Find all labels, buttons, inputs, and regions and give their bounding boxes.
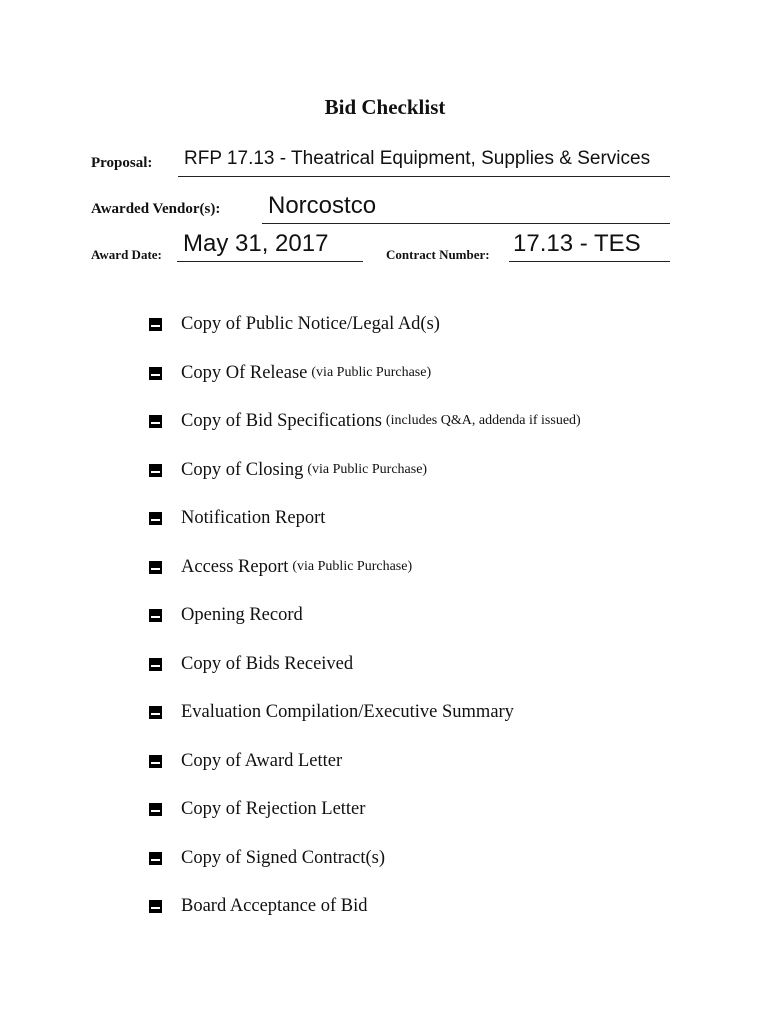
- vendor-underline: [262, 223, 670, 224]
- checkbox-icon[interactable]: [148, 899, 162, 913]
- proposal-field[interactable]: RFP 17.13 - Theatrical Equipment, Supplies & Services: [184, 148, 651, 169]
- checklist-item: [148, 652, 353, 676]
- checklist-item-label: Copy Of Release: [181, 362, 308, 383]
- checklist-item: [148, 506, 325, 530]
- checklist-item-label: Notification Report: [181, 507, 326, 528]
- checkbox-icon[interactable]: [148, 754, 162, 768]
- checkbox-icon[interactable]: [148, 463, 162, 477]
- contract-number-underline: [509, 261, 670, 262]
- checklist-item-label: Copy of Award Letter: [181, 750, 343, 771]
- checklist-item: [148, 458, 427, 482]
- contract-number-field[interactable]: 17.13 - TES: [513, 230, 641, 257]
- checklist-item-label: Copy of Rejection Letter: [181, 798, 366, 819]
- checklist-item: [148, 846, 385, 870]
- checklist-item: [148, 409, 581, 433]
- checklist-item-label: Board Acceptance of Bid: [181, 895, 368, 916]
- checklist-item-label: Copy of Closing: [181, 459, 304, 480]
- checkbox-icon[interactable]: [148, 317, 162, 331]
- checkbox-icon[interactable]: [148, 414, 162, 428]
- checkbox-icon[interactable]: [148, 511, 162, 525]
- proposal-label: Proposal:: [91, 155, 153, 171]
- award-date-label: Award Date:: [91, 247, 162, 262]
- checklist-item: [148, 312, 440, 336]
- award-date-underline: [177, 261, 363, 262]
- checkbox-icon[interactable]: [148, 802, 162, 816]
- contract-number-label: Contract Number:: [386, 247, 490, 262]
- checkbox-icon[interactable]: [148, 560, 162, 574]
- checklist-item: [148, 361, 431, 385]
- checklist-item-label: Opening Record: [181, 604, 303, 625]
- checklist-item-note: (via Public Purchase): [307, 462, 428, 477]
- checklist-item-label: Copy of Bid Specifications: [181, 410, 382, 431]
- checkbox-icon[interactable]: [148, 608, 162, 622]
- checklist-item-label: Access Report: [181, 556, 289, 577]
- checklist-item-note: (via Public Purchase): [292, 559, 413, 574]
- checkbox-icon[interactable]: [148, 657, 162, 671]
- award-date-field[interactable]: May 31, 2017: [183, 230, 329, 257]
- checklist-item: [148, 603, 303, 627]
- checkbox-icon[interactable]: [148, 366, 162, 380]
- checklist-item: [148, 555, 412, 579]
- vendor-label: Awarded Vendor(s):: [91, 201, 221, 217]
- checkbox-icon[interactable]: [148, 705, 162, 719]
- checklist-item: [148, 894, 367, 918]
- checklist-item-label: Copy of Bids Received: [181, 653, 354, 674]
- page-title: Bid Checklist: [324, 95, 446, 119]
- checklist-item: [148, 700, 514, 724]
- checklist-item-label: Copy of Public Notice/Legal Ad(s): [181, 313, 440, 334]
- checkbox-icon[interactable]: [148, 851, 162, 865]
- checklist-item: [148, 749, 342, 773]
- checklist-item-label: Copy of Signed Contract(s): [181, 847, 385, 868]
- vendor-field[interactable]: Norcostco: [268, 192, 377, 219]
- checklist-item: [148, 797, 365, 821]
- proposal-underline: [178, 176, 670, 177]
- checklist-item-note: (via Public Purchase): [311, 365, 432, 380]
- checklist-item-label: Evaluation Compilation/Executive Summary: [181, 701, 514, 722]
- checklist-item-note: (includes Q&A, addenda if issued): [385, 413, 581, 428]
